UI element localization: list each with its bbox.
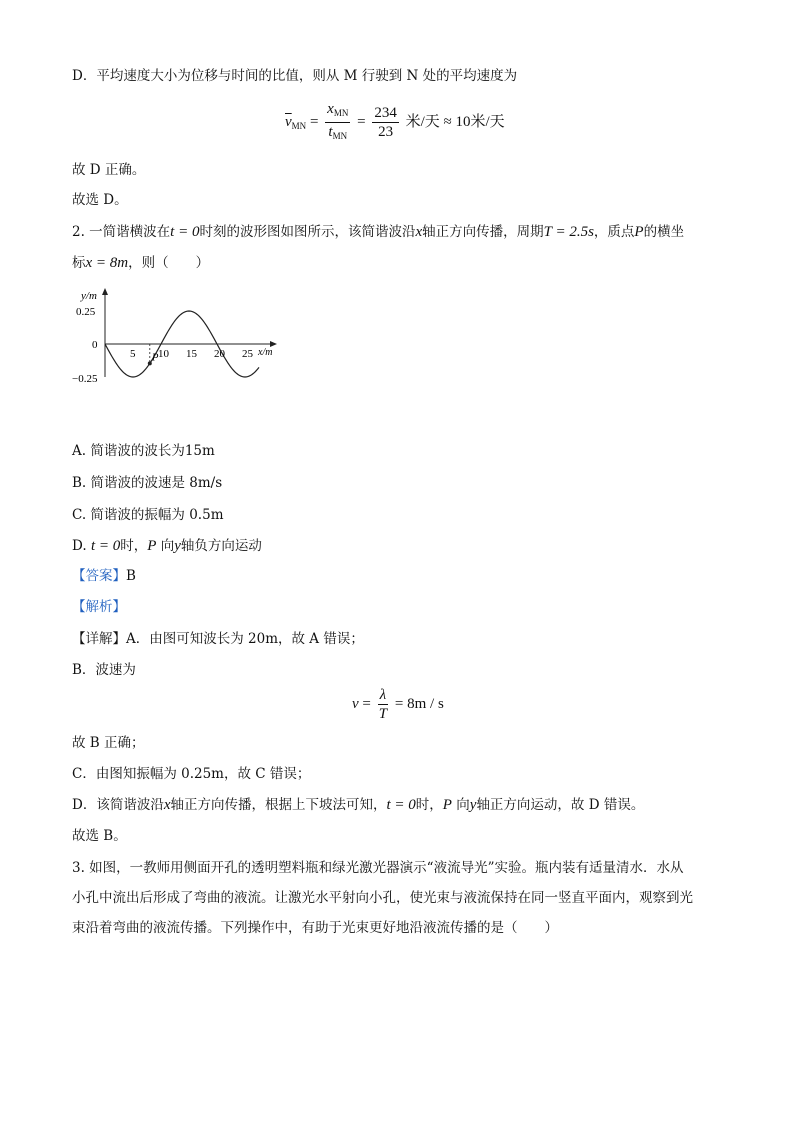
option-text: 轴负方向运动 bbox=[180, 538, 262, 554]
fraction-234-over-23 bbox=[372, 104, 399, 141]
y-tick-zero: 0 bbox=[92, 339, 98, 351]
stem-p: P bbox=[634, 224, 644, 240]
stem-period: T = 2.5s bbox=[543, 224, 594, 240]
q2-stem-line2 bbox=[72, 253, 209, 273]
option-text: D. bbox=[72, 538, 87, 554]
fraction-denominator: 23 bbox=[378, 124, 394, 140]
option-text: 时， bbox=[120, 538, 148, 554]
stem-x8: x = 8m bbox=[85, 255, 129, 271]
option-y: y bbox=[174, 538, 181, 554]
y-axis-label: y/m bbox=[81, 290, 97, 302]
q2-detail-d bbox=[72, 795, 644, 815]
x-axis-label: x/m bbox=[258, 347, 273, 358]
detail-p: P bbox=[442, 797, 452, 813]
q1-option-d-text: D．平均速度大小为位移与时间的比值，则从 M 行驶到 N 处的平均速度为 bbox=[72, 68, 518, 84]
detail-y: y bbox=[469, 797, 477, 813]
q2-option-a: A. 简谐波的波长为15m bbox=[72, 443, 215, 459]
stem-text: ，质点 bbox=[593, 224, 635, 240]
t-subscript: MN bbox=[332, 131, 348, 141]
stem-text: 2. 一简谐横波在 bbox=[72, 224, 171, 240]
x-tick-label: 10 bbox=[158, 348, 169, 360]
q2-option-b: B. 简谐波的波速是 8m/s bbox=[72, 475, 223, 491]
stem-text: 时刻的波形图如图所示，该简谐波沿 bbox=[199, 224, 416, 240]
stem-text: 的横坐 bbox=[643, 224, 685, 240]
stem-x: x bbox=[415, 224, 423, 240]
detail-text: D．该简谐波沿 bbox=[72, 797, 164, 813]
result-text: 10米/天 bbox=[455, 113, 505, 130]
q2-answer-line bbox=[72, 566, 136, 586]
x-tick-label: 20 bbox=[214, 348, 225, 360]
point-p-label: P bbox=[151, 351, 159, 364]
q3-line2: 小孔中流出后形成了弯曲的液流。让激光水平射向小孔，使光束与液流保持在同一竖直平面内，观察到光 bbox=[72, 890, 693, 906]
x-tick-label: 15 bbox=[186, 348, 197, 360]
v-bar-symbol: $\overline{v}$ bbox=[285, 113, 292, 130]
q2-detail-c: C．由图知振幅为 0.25m，故 C 错误； bbox=[72, 766, 311, 782]
q2-option-d bbox=[72, 536, 262, 556]
q2-option-c: C. 简谐波的振幅为 0.5m bbox=[72, 507, 224, 523]
x-subscript: MN bbox=[333, 108, 349, 118]
x-symbol: x bbox=[327, 101, 334, 117]
option-text: 向 bbox=[160, 538, 175, 554]
q1-choice: 故选 D。 bbox=[72, 192, 128, 208]
v-subscript: MN bbox=[291, 120, 307, 131]
stem-t0: t = 0 bbox=[170, 224, 200, 240]
q2-detail-a bbox=[72, 629, 364, 649]
unit-text: 米/天 bbox=[405, 113, 440, 130]
detail-text: 向 bbox=[456, 797, 470, 813]
q1-average-velocity-formula: $\overline{v}_{MN}$ = $\frac{x_{MN}}{t_{MN}}$ = $\frac{234}{23}$ 米/天 ≈ 10米/天 bbox=[285, 100, 505, 145]
q3-line3: 束沿着弯曲的液流传播。下列操作中，有助于光束更好地沿液流传播的是（ ） bbox=[72, 920, 558, 936]
stem-text: 标 bbox=[72, 255, 86, 271]
option-t0: t = 0 bbox=[90, 538, 121, 554]
q2-stem-line1 bbox=[72, 222, 684, 242]
t-symbol: t bbox=[328, 124, 333, 140]
detail-t0: t = 0 bbox=[386, 797, 416, 813]
option-p: P bbox=[147, 538, 157, 554]
q2-final: 故选 B。 bbox=[72, 828, 127, 844]
lambda-symbol: λ bbox=[379, 687, 387, 703]
wave-speed-formula: v = $\frac{\lambda}{T}$ = 8m / s bbox=[352, 687, 444, 722]
wave-graph bbox=[72, 285, 292, 385]
answer-value: B bbox=[126, 568, 136, 584]
q2-analysis-tag: 【解析】 bbox=[72, 599, 126, 615]
speed-result: 8m / s bbox=[407, 695, 444, 712]
detail-text: 轴正方向运动，故 D 错误。 bbox=[476, 797, 645, 813]
y-axis-arrow-icon bbox=[102, 288, 108, 295]
approx-symbol: ≈ bbox=[443, 113, 452, 130]
fraction-numerator: 234 bbox=[374, 105, 397, 121]
v-symbol: v bbox=[352, 695, 359, 712]
x-tick-label: 5 bbox=[130, 348, 136, 360]
y-tick-top: 0.25 bbox=[76, 306, 96, 318]
fraction-lambda-over-t bbox=[378, 686, 389, 723]
q3-line1: 3. 如图，一教师用侧面开孔的透明塑料瓶和绿光激光器演示“液流导光”实验。瓶内装有适量清水．水从 bbox=[72, 860, 684, 876]
detail-a-text: A．由图可知波长为 20m，故 A 错误； bbox=[126, 631, 364, 647]
y-tick-bottom: −0.25 bbox=[72, 373, 98, 385]
fraction-x-over-t bbox=[325, 100, 350, 145]
q2-detail-b-end: 故 B 正确； bbox=[72, 735, 145, 751]
stem-text: ，则（ ） bbox=[128, 255, 210, 271]
stem-text: 轴正方向传播，周期 bbox=[422, 224, 544, 240]
x-tick-label: 25 bbox=[242, 348, 253, 360]
q2-detail-b-head: B．波速为 bbox=[72, 662, 136, 678]
detail-text: 时， bbox=[415, 797, 443, 813]
detail-tag: 【详解】 bbox=[72, 631, 126, 647]
answer-tag: 【答案】 bbox=[72, 568, 126, 584]
x-tick-labels bbox=[130, 348, 254, 360]
detail-text: 轴正方向传播，根据上下坡法可知， bbox=[170, 797, 387, 813]
detail-x: x bbox=[163, 797, 171, 813]
q1-conclusion: 故 D 正确。 bbox=[72, 162, 146, 178]
t-symbol: T bbox=[378, 706, 388, 722]
